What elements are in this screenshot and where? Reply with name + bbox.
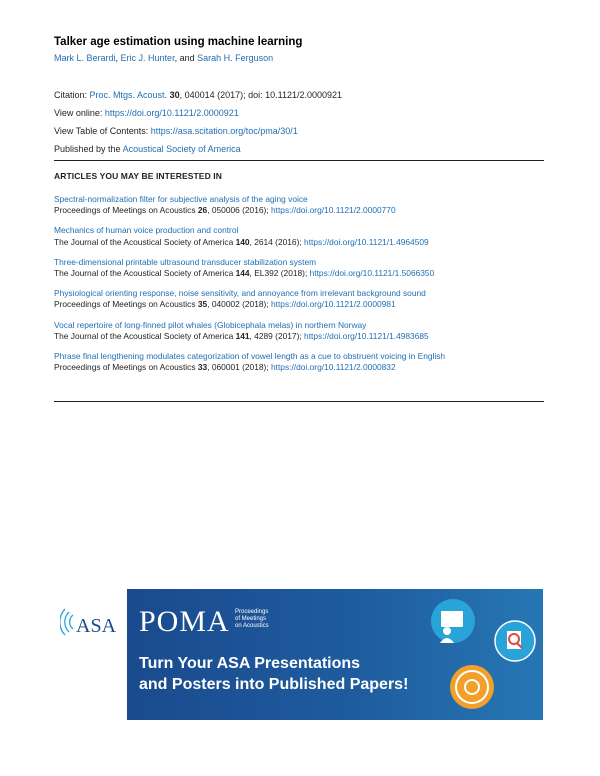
citation-label: Citation:: [54, 90, 90, 100]
related-articles-list: [54, 194, 549, 382]
related-article-citation: [54, 331, 549, 342]
citation-block: [54, 86, 342, 158]
top-divider: [54, 160, 544, 161]
toc-link[interactable]: https://asa.scitation.org/toc/pma/30/1: [150, 126, 298, 136]
article-pages: , 2614 (2016);: [249, 236, 305, 247]
related-article: [54, 225, 549, 247]
poma-sub-line: of Meetings: [235, 616, 267, 622]
article-journal: The Journal of the Acoustical Society of America: [54, 330, 236, 341]
related-article: [54, 257, 549, 279]
author-link[interactable]: Mark L. Berardi: [54, 53, 116, 63]
related-article-title-link[interactable]: Phrase final lengthening modulates categorization of vowel length as a cue to obstruent voicing in English: [54, 351, 446, 362]
related-article-title-link[interactable]: Physiological orienting response, noise sensitivity, and annoyance from irrelevant background sound: [54, 288, 426, 299]
related-article: [54, 320, 549, 342]
article-journal: Proceedings of Meetings on Acoustics: [54, 362, 198, 373]
citation-line: [54, 86, 342, 104]
article-volume: 141: [235, 330, 250, 341]
journal-link[interactable]: Proc. Mtgs. Acoust.: [89, 90, 168, 100]
article-pages: , 4289 (2017);: [249, 330, 305, 341]
citation-volume: 30: [169, 90, 180, 100]
bottom-divider: [54, 401, 544, 402]
related-article-citation: [54, 299, 549, 310]
related-article-title-link[interactable]: Three-dimensional printable ultrasound transducer stabilization system: [54, 256, 317, 267]
asa-logo-icon[interactable]: [60, 602, 122, 642]
tagline-line: and Posters into Published Papers!: [139, 676, 409, 693]
article-volume: 35: [197, 299, 208, 310]
author-separator: , and: [174, 53, 198, 63]
view-online-line: [54, 104, 342, 122]
article-doi-link[interactable]: https://doi.org/10.1121/1.4964509: [304, 236, 429, 247]
article-volume: 26: [197, 205, 208, 216]
article-pages: , 040002 (2018);: [207, 299, 271, 310]
poma-wordmark: POMA: [139, 605, 230, 638]
author-link[interactable]: Sarah H. Ferguson: [197, 53, 274, 63]
article-doi-link[interactable]: https://doi.org/10.1121/2.0000832: [270, 362, 396, 373]
related-articles-heading: ARTICLES YOU MAY BE INTERESTED IN: [54, 171, 222, 181]
related-article-title-link[interactable]: Vocal repertoire of long-finned pilot whales (Globicephala melas) in northern Norway: [54, 319, 367, 330]
related-article: [54, 351, 549, 373]
poma-sub-line: on Acoustics: [235, 623, 269, 629]
published-label: Published by the: [54, 144, 123, 154]
related-article: [54, 194, 549, 216]
article-journal: The Journal of the Acoustical Society of America: [54, 268, 236, 279]
view-online-link[interactable]: https://doi.org/10.1121/2.0000921: [104, 108, 239, 118]
article-volume: 33: [197, 362, 208, 373]
toc-line: [54, 122, 342, 140]
presenter-icon: [431, 599, 475, 643]
article-pages: , 050006 (2016);: [207, 205, 271, 216]
article-doi-link[interactable]: https://doi.org/10.1121/2.0000770: [270, 205, 396, 216]
author-separator: ,: [115, 53, 121, 63]
citation-rest: , 040014 (2017); doi: 10.1121/2.0000921: [179, 90, 343, 100]
published-line: [54, 140, 342, 158]
article-journal: Proceedings of Meetings on Acoustics: [54, 299, 198, 310]
article-journal: Proceedings of Meetings on Acoustics: [54, 205, 198, 216]
related-article-title-link[interactable]: Spectral-normalization filter for subjective analysis of the aging voice: [54, 194, 308, 204]
article-doi-link[interactable]: https://doi.org/10.1121/2.0000981: [270, 299, 396, 310]
related-article-title-link[interactable]: Mechanics of human voice production and control: [54, 225, 239, 236]
poma-sub-line: Proceedings: [235, 609, 269, 615]
article-pages: , 060001 (2018);: [207, 362, 271, 373]
banner-tagline: [139, 653, 408, 695]
related-article-citation: [54, 205, 549, 216]
article-volume: 144: [235, 268, 250, 279]
view-online-label: View online:: [54, 108, 105, 118]
poma-banner[interactable]: [127, 589, 543, 720]
ribbon-badge-icon: [450, 665, 494, 709]
banner-badges: [417, 589, 543, 720]
article-journal: The Journal of the Acoustical Society of America: [54, 236, 236, 247]
article-pages: , EL392 (2018);: [249, 268, 310, 279]
tagline-line: Turn Your ASA Presentations: [139, 655, 361, 672]
publisher-link[interactable]: Acoustical Society of America: [122, 144, 241, 154]
article-doi-link[interactable]: https://doi.org/10.1121/1.4983685: [304, 330, 429, 341]
toc-label: View Table of Contents:: [54, 126, 151, 136]
article-volume: 140: [235, 236, 250, 247]
author-link[interactable]: Eric J. Hunter: [120, 53, 175, 63]
related-article-citation: [54, 237, 549, 248]
poma-subtitle: [235, 609, 269, 630]
magnifier-document-icon: [495, 621, 535, 661]
article-doi-link[interactable]: https://doi.org/10.1121/1.5066350: [309, 268, 435, 279]
related-article-citation: [54, 268, 549, 279]
related-article-citation: [54, 362, 549, 373]
author-list: [54, 53, 273, 63]
paper-title: Talker age estimation using machine learning: [54, 36, 303, 48]
related-article: [54, 288, 549, 310]
asa-logo-text: ASA: [76, 615, 117, 637]
